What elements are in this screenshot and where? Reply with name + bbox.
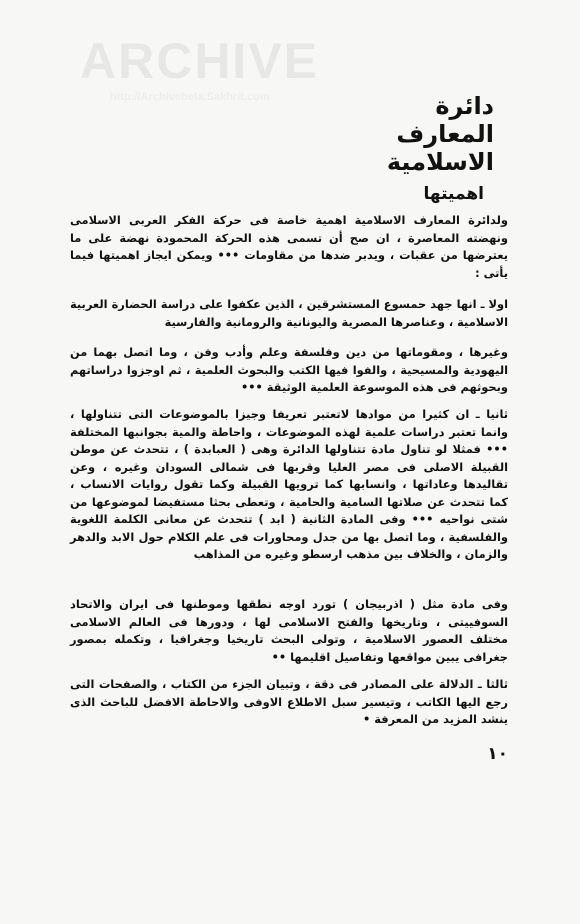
paragraph-intro: ولدائرة المعارف الاسلامية اهمية خاصة فى حركة الفكر العربى الاسلامى ونهضته المعاصرة ، ان صح أن تسمى هذه الحركة المحمودة نهضة على ما يعترضها من عقبات ، ويدبر ضدها من مقاومات ••• ويمكن ايجاز اهميتها فيما يأتى :	[70, 213, 508, 280]
paragraph-second-point: ثانيا ـ ان كثيرا من موادها لاتعتبر تعريفا وجيزا بالموضوعات التى تتناولها ، وانما تعتبر دراسات علمية لهذه الموضوعات ، واحاطة والمية بجوانبها المختلفة ••• فمثلا لو تناول مادة تتناولها الدائرة وهى ( العبابدة ) ، تتحدث عن موطن القبيلة الاصلى فى مصر العليا وقربها فى شمالى السودان وغيره ، وعن تقاليدها وعاداتها ، وانسابها كما ترويها القبيلة وكما تقول روايات الانساب ، كما تتحدث عن صلاتها السامية والحامية ، وتعطى بحثا مستفيضا لموضوعها من شتى نواحيه ••• وفى المادة الثانية ( ابد ) تتحدث عن معانى الكلمة اللغوية والفلسفية ، وما اتصل بها من جدل ومحاورات فى علم الكلام حول الابد والدهر والزمان ، والخلاف بين مذهب ارسطو وغيره من المذاهب	[70, 407, 508, 561]
title-line-2: المعارف	[396, 120, 494, 148]
paragraph-first-point-cont: وغيرها ، ومقوماتها من دين وفلسفة وعلم وأدب وفن ، وما اتصل بهما من اليهودية والمسيحية ، والفوا فيها الكتب والبحوث العلمية ، ثم اوجزوا دراساتهم وبحوثهم فى هذه الموسوعة العلمية الوثيقة •••	[70, 345, 508, 394]
paragraph-second-point-example: وفى مادة مثل ( اذربيجان ) تورد اوجه نطقها وموطنها فى ايران والاتحاد السوفييتى ، وتاريخها والفتح الاسلامى لها ، ودورها فى العالم الاسلامى مختلف العصور الاسلامية ، وتولى البحث تاريخيا وجغرافيا ، وتكمله بمصور جغرافى يبين مواقعها وتفاصيل اقليمها ••	[70, 597, 508, 664]
watermark-logo-icon	[70, 28, 390, 108]
title-line-3: الاسلامية	[386, 148, 494, 176]
svg-text:ARCHIVE: ARCHIVE	[80, 33, 320, 89]
paragraph-third-point: ثالثا ـ الدلالة على المصادر فى دقة ، وتبيان الجزء من الكتاب ، والصفحات التى رجع اليها الكاتب ، وتيسير سبل الاطلاع الاوفى والاحاطة الافضل للباحث الذى ينشد المزيد من المعرفة •	[70, 677, 508, 726]
title-line-1: دائرة	[435, 92, 494, 120]
svg-text:http://Archivebeta.Sakhrit.com: http://Archivebeta.Sakhrit.com	[110, 91, 270, 103]
paragraph-first-point: اولا ـ انها جهد حمسوع المستشرقين ، الذين عكفوا على دراسة الحضارة العربية الاسلامية ، وعناصرها المصرية واليونانية والرومانية والفارسية	[70, 297, 508, 329]
section-subtitle: اهميتها	[423, 184, 484, 204]
page-number: ١٠	[487, 744, 508, 764]
article-title	[387, 92, 494, 176]
archive-watermark	[70, 28, 390, 108]
